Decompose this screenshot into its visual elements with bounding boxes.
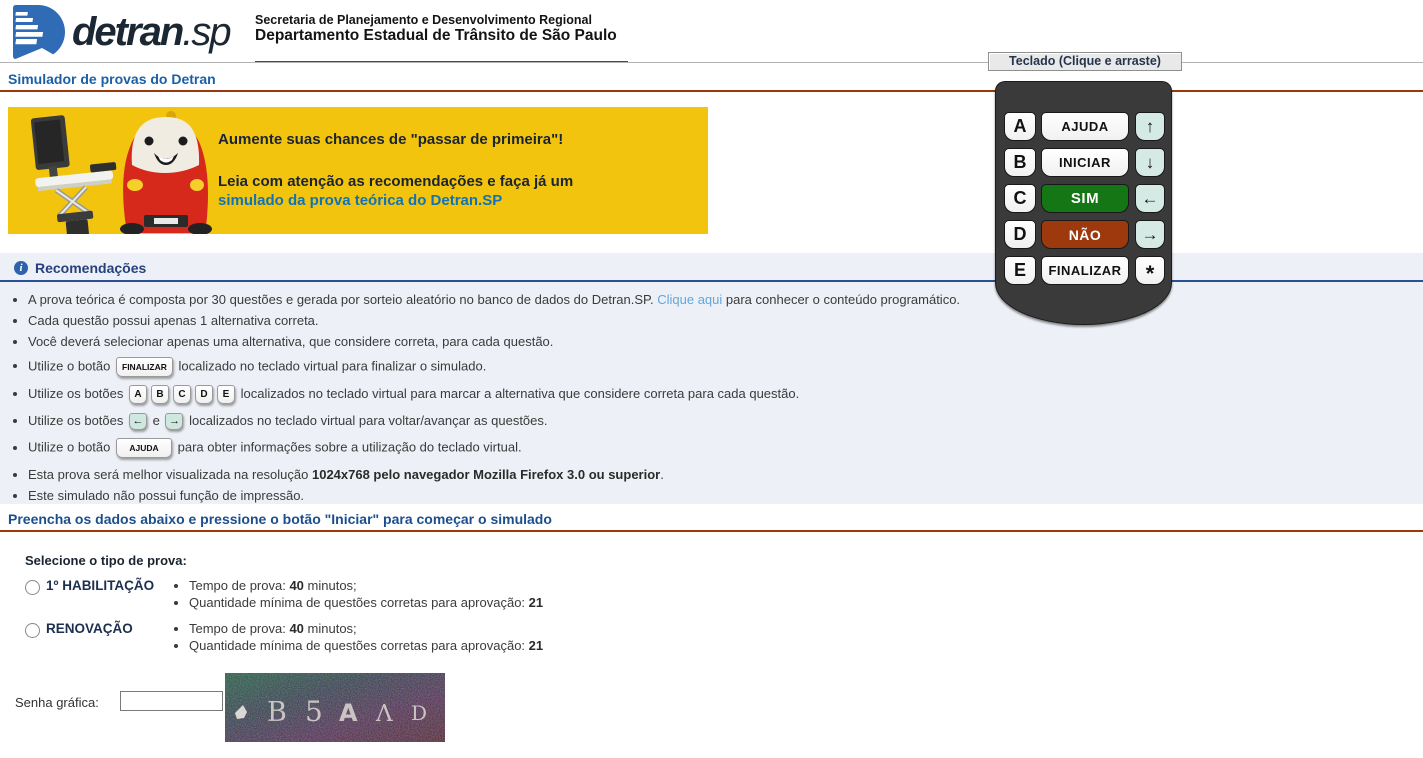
recommendations-header — [0, 253, 1423, 282]
virtual-keyboard-panel — [988, 52, 1188, 286]
inline-key-d: D — [195, 385, 213, 404]
keyboard-row — [996, 256, 1171, 285]
recommendations-title: Recomendações — [35, 260, 147, 276]
recommendation-item: • Este simulado não possui função de impressão. — [28, 487, 1423, 504]
captcha-character: B — [267, 697, 287, 728]
asterisk-key[interactable]: * — [1135, 256, 1165, 285]
recommendation-item: • Utilize o botão FINALIZAR localizado no teclado virtual para finalizar o simulado. — [28, 357, 1423, 377]
header-divider — [0, 62, 1423, 63]
detran-logo-icon — [8, 4, 66, 61]
exam-detail-item: • Quantidade mínima de questões corretas para aprovação: 21 — [189, 637, 543, 654]
bold-text: 1024x768 pelo navegador Mozilla Firefox 3.0 ou superior — [311, 467, 661, 483]
captcha-character: D — [411, 701, 428, 725]
exam-type-label: Selecione o tipo de prova: — [25, 553, 187, 568]
captcha-character: 5 — [305, 695, 323, 728]
inline-key-b: B — [151, 385, 169, 404]
arrow-right-key[interactable]: → — [1135, 220, 1165, 249]
secretariat-line1: Secretaria de Planejamento e Desenvolvimento Regional — [255, 13, 592, 27]
inline-key-ajuda: AJUDA — [116, 438, 172, 458]
bold-text: 40 — [289, 621, 304, 636]
recommendations-list — [0, 282, 1423, 504]
secretariat-line2: Departamento Estadual de Trânsito de São Paulo — [255, 27, 617, 45]
recommendation-item: • Utilize os botões A B C D E localizados no teclado virtual para marcar a alternativa que considere correta para cada questão. — [28, 385, 1423, 404]
recommendation-item: • Utilize os botões ← e → localizados no teclado virtual para voltar/avançar as questões. — [28, 412, 1423, 430]
secretariat-underline — [255, 61, 628, 62]
bold-text: 40 — [289, 578, 304, 593]
inline-key-a: A — [129, 385, 147, 404]
arrow-down-key[interactable]: ↓ — [1135, 148, 1165, 177]
key-no[interactable]: NÃO — [1041, 220, 1129, 249]
recommendation-item: • Utilize o botão AJUDA para obter informações sobre a utilização do teclado virtual. — [28, 438, 1423, 458]
bold-text: 21 — [528, 638, 544, 653]
exam-detail-item: • Quantidade mínima de questões corretas para aprovação: 21 — [189, 594, 543, 611]
recommendation-item: • A prova teórica é composta por 30 questões e gerada por sorteio aleatório no banco de dados do Detran.SP. Clique aqui para conhecer o conteúdo programático. — [28, 291, 1423, 308]
recommendation-item: • Esta prova será melhor visualizada na resolução 1024x768 pelo navegador Mozilla Firefox 3.0 ou superior. — [28, 466, 1423, 483]
key-sim[interactable]: SIM — [1041, 184, 1129, 213]
exam-type-radio[interactable] — [25, 580, 40, 595]
captcha-label: Senha gráfica: — [15, 695, 99, 710]
keyboard-row — [996, 112, 1171, 141]
keyboard-row — [996, 220, 1171, 249]
inline-arrow-right-key: → — [165, 413, 183, 430]
clique-aqui-link[interactable]: Clique aqui — [657, 292, 723, 307]
recommendation-item: • Cada questão possui apenas 1 alternativa correta. — [28, 312, 1423, 329]
key-C[interactable]: C — [1004, 184, 1036, 213]
exam-type-details — [171, 577, 543, 611]
form-heading: Preencha os dados abaixo e pressione o botão "Iniciar" para começar o simulado — [0, 511, 1423, 532]
recommendations-section — [0, 253, 1423, 504]
key-D[interactable]: D — [1004, 220, 1036, 249]
key-finalizar[interactable]: FINALIZAR — [1041, 256, 1129, 285]
arrow-left-key[interactable]: ← — [1135, 184, 1165, 213]
keyboard-row — [996, 148, 1171, 177]
exam-type-radio[interactable] — [25, 623, 40, 638]
arrow-up-key[interactable]: ↑ — [1135, 112, 1165, 141]
exam-type-option — [25, 620, 543, 654]
captcha-character: Λ — [376, 701, 393, 727]
inline-key-c: C — [173, 385, 191, 404]
car-computer-illustration — [8, 107, 213, 234]
detran-logo — [8, 4, 230, 61]
key-B[interactable]: B — [1004, 148, 1036, 177]
banner-line2: Leia com atenção as recomendações e faça já um — [218, 173, 574, 190]
captcha-image — [225, 673, 445, 742]
inline-arrow-left-key: ← — [129, 413, 147, 430]
inline-key-finalizar: FINALIZAR — [116, 357, 173, 377]
info-icon: i — [14, 261, 28, 275]
key-E[interactable]: E — [1004, 256, 1036, 285]
key-A[interactable]: A — [1004, 112, 1036, 141]
bold-text: 21 — [528, 595, 544, 610]
exam-type-option-label[interactable]: RENOVAÇÃO — [46, 621, 133, 636]
key-ajuda[interactable]: AJUDA — [1041, 112, 1129, 141]
keyboard-drag-handle[interactable]: Teclado (Clique e arraste) — [988, 52, 1182, 71]
secretariat-block — [255, 13, 617, 45]
exam-type-option-label[interactable]: 1º HABILITAÇÃO — [46, 578, 155, 593]
exam-type-option — [25, 577, 543, 611]
recommendation-item: • Você deverá selecionar apenas uma alternativa, que considere correta, para cada questão. — [28, 333, 1423, 350]
banner-text — [218, 131, 688, 209]
keyboard-row — [996, 184, 1171, 213]
virtual-keyboard — [995, 81, 1172, 325]
promo-banner[interactable] — [8, 107, 708, 234]
banner-headline: Aumente suas chances de "passar de primeira"! — [218, 131, 564, 148]
banner-link-text[interactable]: simulado da prova teórica do Detran.SP — [218, 192, 503, 209]
exam-detail-item: • Tempo de prova: 40 minutos; — [189, 577, 543, 594]
keyboard-rows — [996, 82, 1171, 285]
key-iniciar[interactable]: INICIAR — [1041, 148, 1129, 177]
logo-wordmark: detran.sp — [72, 10, 230, 54]
exam-type-details — [171, 620, 543, 654]
captcha-input[interactable] — [120, 691, 223, 711]
exam-type-options — [25, 577, 543, 663]
page-title: Simulador de provas do Detran — [0, 71, 1423, 92]
exam-detail-item: • Tempo de prova: 40 minutos; — [189, 620, 543, 637]
inline-key-e: E — [217, 385, 235, 404]
captcha-character: A — [339, 699, 358, 727]
header — [0, 0, 1423, 63]
